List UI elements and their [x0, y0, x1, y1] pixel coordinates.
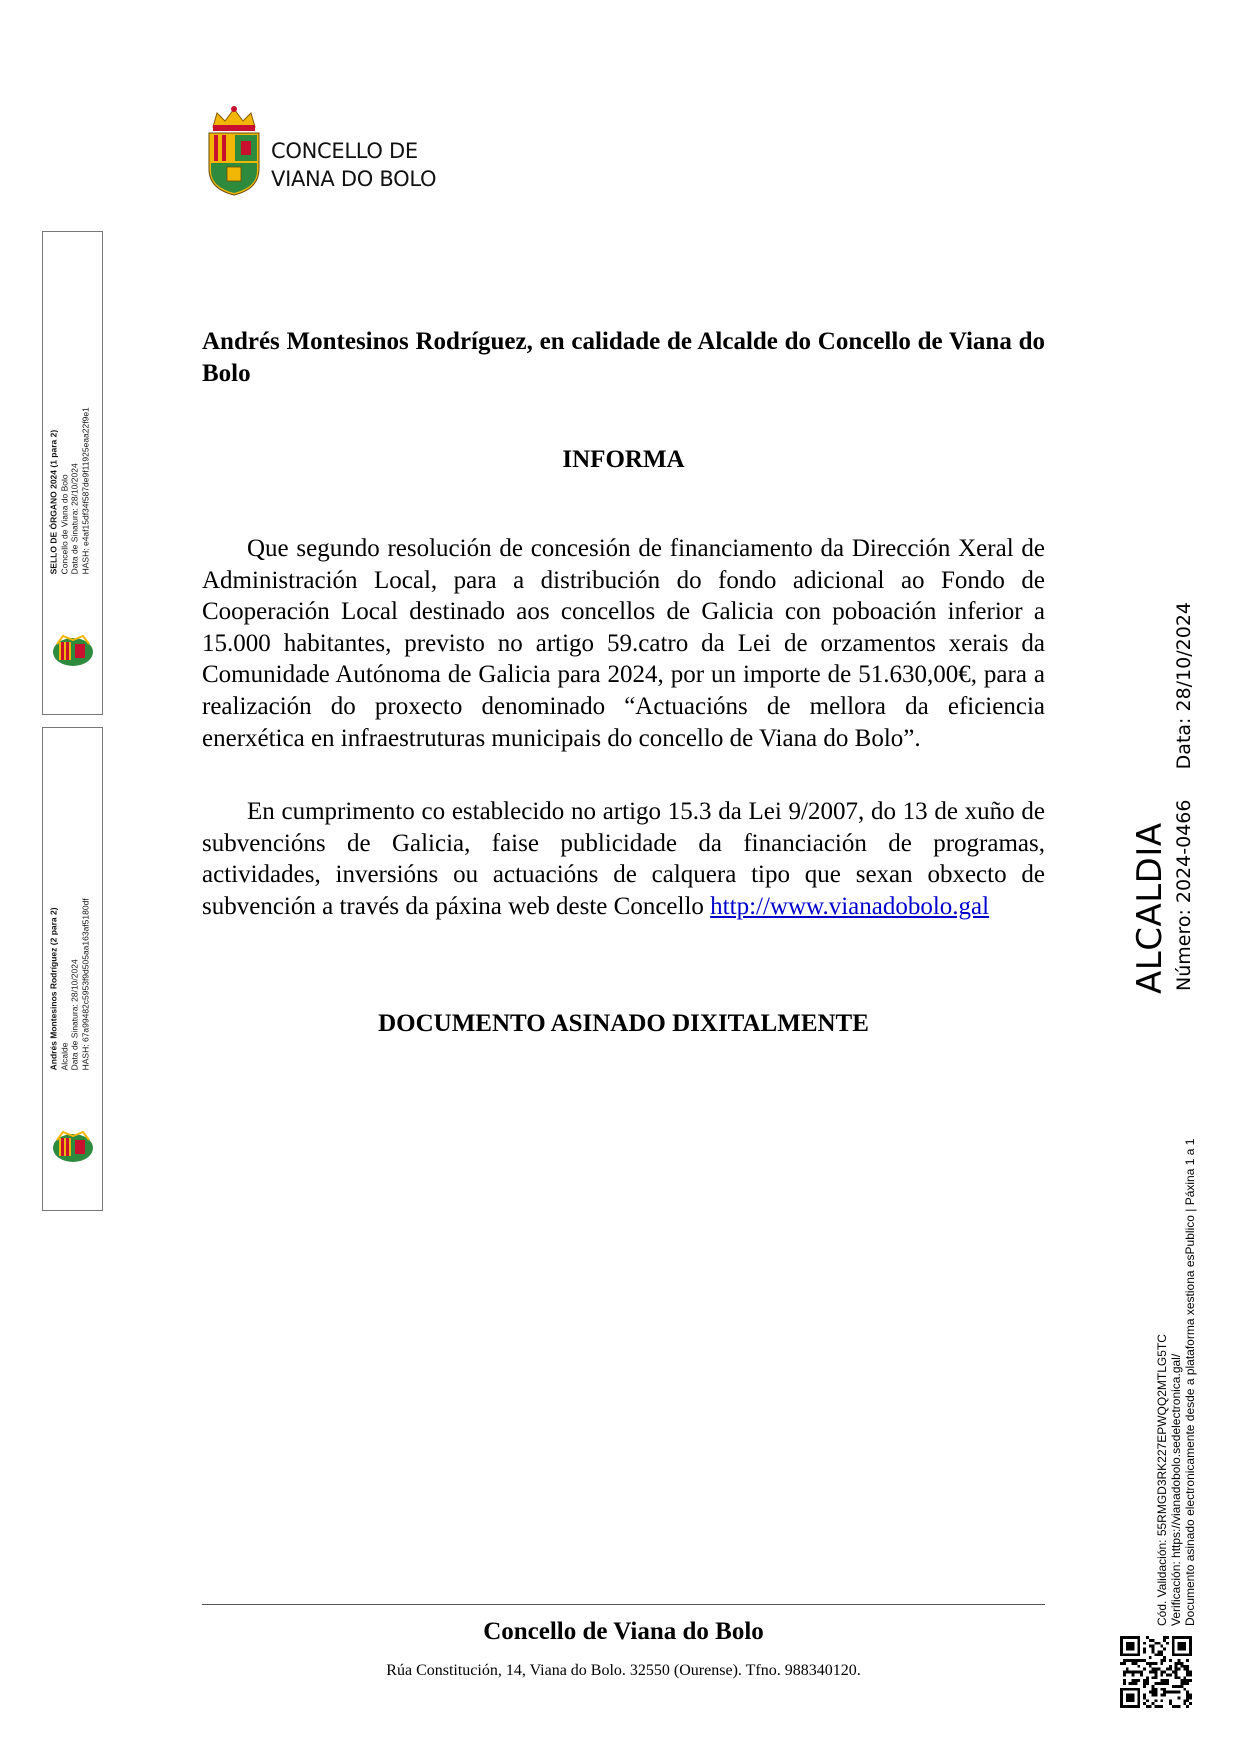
footer-org-name: Concello de Viana do Bolo — [483, 1618, 764, 1645]
signed-note: DOCUMENTO ASINADO DIXITALMENTE — [378, 1010, 869, 1037]
department-stamp: ALCALDIA — [1130, 822, 1170, 994]
validation-code: Cód. Validación: 55RMGD3RK227EPWQQ2MTLG5TC — [1155, 1334, 1169, 1626]
body-paragraph-1: Que segundo resolución de concesión de financiamento da Dirección Xeral de Administración Local, para a distribución do fondo adicional ao Fondo de Cooperación Local destinado aos concellos de Galicia con poboación inferior a 15.000 habitantes, previsto no artigo 59.catro da Lei de orzamentos xerais da Comunidade Autónoma de Galicia para 2024, por un importe de 51.630,00€, para a realización do proxecto denominado “Actuacións de mellora da eficiencia enerxética en infraestruturas municipais do concello de Viana do Bolo”. — [202, 535, 1045, 752]
number-date-stamp: Número: 2024-0466 Data: 28/10/2024 — [1173, 602, 1195, 991]
section-title: INFORMA — [562, 446, 685, 473]
qr-code-icon — [1120, 1636, 1192, 1708]
small-crest-icon — [51, 1128, 95, 1168]
platform-note: Documento asinado electronicamente desde a plataforma xestiona esPublico | Páxina 1 a 1 — [1183, 1138, 1197, 1626]
footer-divider — [202, 1604, 1045, 1605]
signature-title: SELLO DE ÓRGANO 2024 (1 para 2) — [48, 429, 59, 574]
signature-box-2 — [42, 727, 103, 1211]
validation-block — [1155, 1139, 1197, 1626]
signature-title: Andrés Montesinos Rodríguez (2 para 2) — [48, 907, 59, 1070]
org-name — [271, 137, 436, 193]
body-paragraph-2-text: En cumprimento co establecido no artigo 15.3 da Lei 9/2007, do 13 de xuño de subvencións de Galicia, faise publicidade da financiación de programas, actividades, inversións ou actuacións de calquera tipo que sexan obxecto de subvención a través da páxina web deste Concello — [202, 798, 1045, 920]
footer-address: Rúa Constitución, 14, Viana do Bolo. 32550 (Ourense). Tfno. 988340120. — [386, 1662, 861, 1679]
signature-signer: Alcalde — [59, 1042, 70, 1070]
coat-of-arms-icon — [205, 105, 263, 197]
signature-hash: HASH: e4af15df34f587de9f11925eaa22f9e1 — [80, 406, 91, 574]
concello-logo — [205, 105, 465, 197]
body-paragraph-2 — [202, 796, 1045, 922]
signature-signer: Concello de Viana do Bolo — [59, 473, 70, 574]
verification-url: Verificación: https://vianadobolo.sedelectronica.gal/ — [1169, 1353, 1183, 1626]
website-link[interactable]: http://www.vianadobolo.gal — [710, 892, 990, 920]
org-name-line1: CONCELLO DE — [271, 139, 418, 163]
signature-hash: HASH: 67a99482c5953f9d505aa163af5180df — [80, 897, 91, 1070]
document-heading: Andrés Montesinos Rodríguez, en calidade de Alcalde do Concello de Viana do Bolo — [202, 328, 1045, 387]
signature-details — [49, 407, 91, 574]
signature-details — [49, 898, 91, 1070]
signature-date: Data de Sinatura: 28/10/2024 — [69, 462, 80, 574]
signature-date: Data de Sinatura: 28/10/2024 — [69, 958, 80, 1070]
small-crest-icon — [51, 632, 95, 672]
org-name-line2: VIANA DO BOLO — [271, 167, 437, 191]
signature-box-1 — [42, 231, 103, 715]
